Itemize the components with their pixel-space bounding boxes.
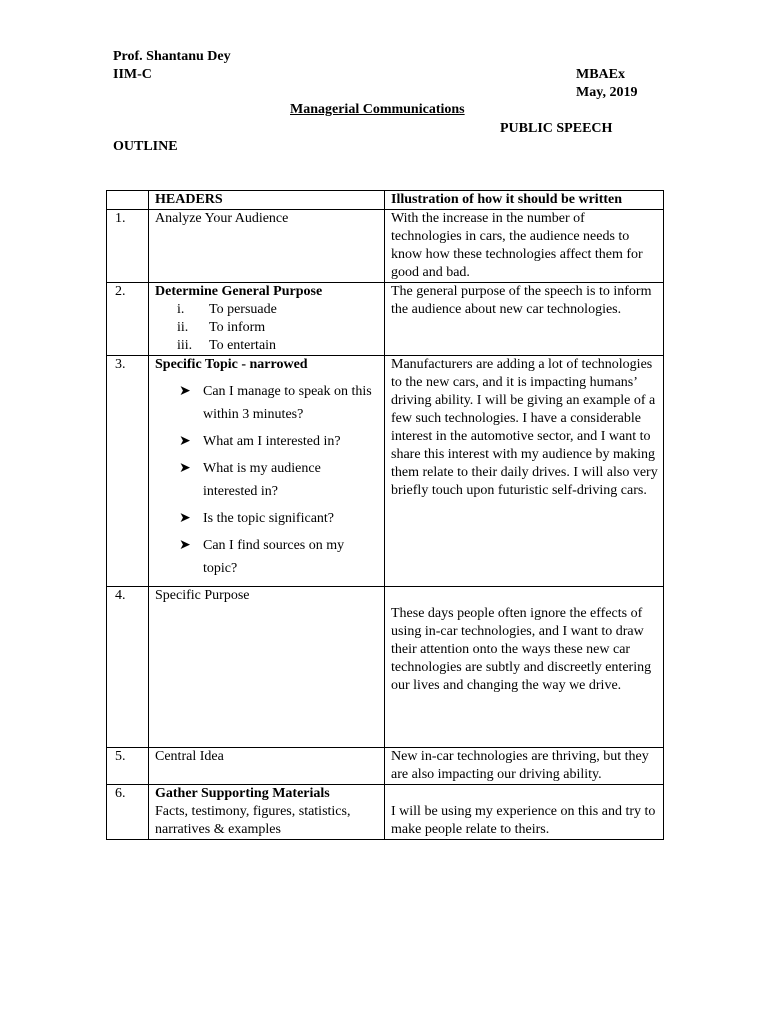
list-numeral: i.: [177, 302, 185, 317]
list-text: To persuade: [209, 302, 277, 317]
list-item: [155, 337, 380, 355]
row-header-cell: [149, 283, 385, 356]
row-title: Determine General Purpose: [155, 284, 323, 299]
row-number: 5.: [107, 748, 149, 785]
row-subtitle: Facts, testimony, figures, statistics, narratives & examples: [155, 804, 351, 837]
row-illustration: The general purpose of the speech is to inform the audience about new car technologies.: [385, 283, 664, 356]
arrow-bullet-icon: ➤: [179, 461, 191, 476]
list-item: [155, 319, 380, 337]
list-item: [155, 430, 380, 453]
list-item: [155, 301, 380, 319]
column-header-headers: HEADERS: [149, 191, 385, 210]
row-number: 3.: [107, 356, 149, 587]
arrow-bullet-icon: ➤: [179, 384, 191, 399]
list-numeral: iii.: [177, 338, 193, 353]
list-text: What is my audience interested in?: [203, 461, 321, 499]
arrow-bullet-icon: ➤: [179, 538, 191, 553]
arrow-bullet-icon: ➤: [179, 434, 191, 449]
list-text: To entertain: [209, 338, 277, 353]
course-title: Managerial Communications: [290, 102, 465, 117]
list-text: To inform: [209, 320, 266, 335]
row-illustration-cell: [385, 587, 664, 748]
purpose-list: [155, 301, 380, 355]
row-header-cell: [149, 356, 385, 587]
column-header-number: [107, 191, 149, 210]
row-header-cell: [149, 785, 385, 840]
list-text: Is the topic significant?: [203, 511, 335, 526]
row-title: Specific Topic - narrowed: [155, 357, 308, 372]
row-number: 6.: [107, 785, 149, 840]
table-row: [107, 356, 664, 587]
row-illustration: These days people often ignore the effects of using in-car technologies, and I want to draw their attention onto the ways these new car technologies are subtly and discreetly entering our lives and changing the way we drive.: [391, 606, 652, 693]
table-row: [107, 283, 664, 356]
list-item: [155, 380, 380, 426]
row-title: Analyze Your Audience: [149, 210, 385, 283]
column-header-illustration: Illustration of how it should be written: [385, 191, 664, 210]
row-illustration: New in-car technologies are thriving, but they are also impacting our driving ability.: [385, 748, 664, 785]
list-text: What am I interested in?: [203, 434, 341, 449]
row-title: Specific Purpose: [149, 587, 385, 748]
row-title: Central Idea: [149, 748, 385, 785]
topic-title: PUBLIC SPEECH: [500, 121, 613, 136]
row-title: Gather Supporting Materials: [155, 786, 330, 801]
section-title: OUTLINE: [113, 139, 178, 154]
row-illustration: With the increase in the number of technologies in cars, the audience needs to know how these technologies affect them for good and bad.: [385, 210, 664, 283]
table-row: [107, 210, 664, 283]
row-illustration-cell: [385, 785, 664, 840]
topic-questions-list: [155, 380, 380, 580]
table-header-row: [107, 191, 664, 210]
table-row: [107, 748, 664, 785]
list-numeral: ii.: [177, 320, 189, 335]
arrow-bullet-icon: ➤: [179, 511, 191, 526]
row-number: 1.: [107, 210, 149, 283]
program-name: MBAEx: [576, 67, 625, 82]
row-number: 4.: [107, 587, 149, 748]
table-row: [107, 587, 664, 748]
institute-name: IIM-C: [113, 67, 152, 82]
outline-table: [106, 190, 664, 840]
row-illustration: I will be using my experience on this and try to make people relate to theirs.: [391, 804, 656, 837]
table-row: [107, 785, 664, 840]
list-item: [155, 507, 380, 530]
row-number: 2.: [107, 283, 149, 356]
row-illustration: Manufacturers are adding a lot of technologies to the new cars, and it is impacting humans’ driving ability. I will be giving an example of a few such technologies. I have a considerable interest in the automotive sector, and I want to share this interest with my audience by making them relate to their daily drives. I will also very briefly touch upon futuristic self-driving cars.: [385, 356, 664, 587]
list-text: Can I find sources on my topic?: [203, 538, 345, 576]
list-item: [155, 457, 380, 503]
list-text: Can I manage to speak on this within 3 minutes?: [203, 384, 372, 422]
author-name: Prof. Shantanu Dey: [113, 49, 231, 64]
list-item: [155, 534, 380, 580]
document-date: May, 2019: [576, 85, 638, 100]
